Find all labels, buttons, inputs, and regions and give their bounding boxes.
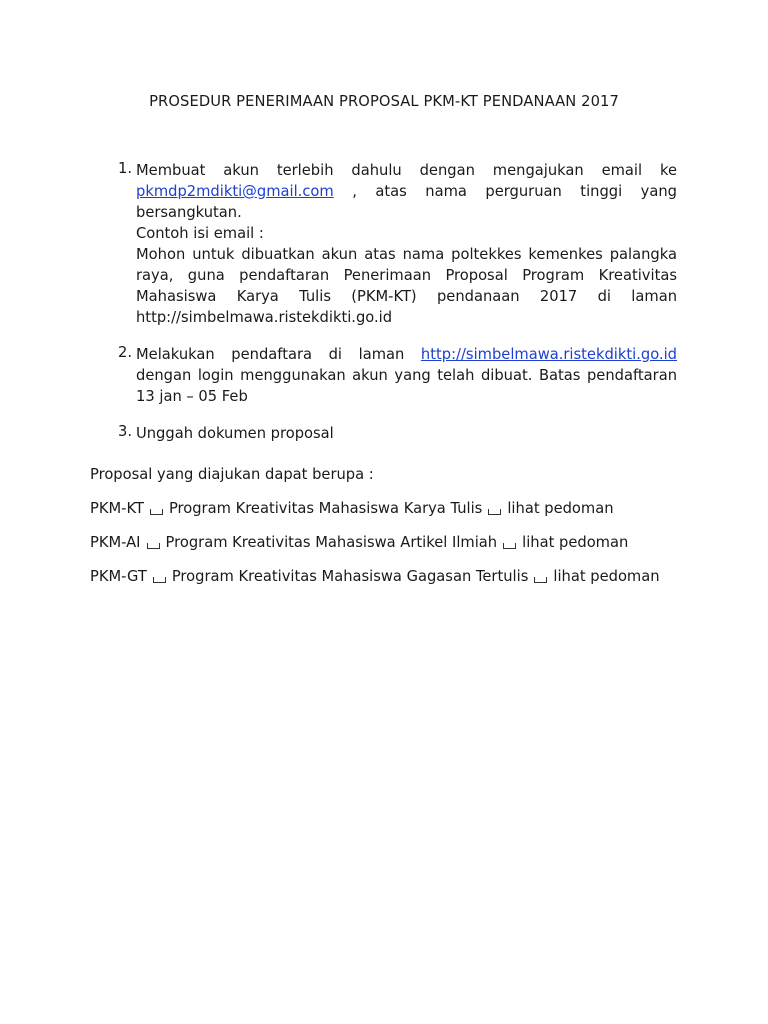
proposal-code: PKM-GT <box>90 568 147 585</box>
procedure-list <box>110 160 677 460</box>
proposal-name: Program Kreativitas Mahasiswa Karya Tulis <box>168 500 483 517</box>
proposal-note: lihat pedoman <box>553 568 660 585</box>
list-item <box>110 423 677 444</box>
example-label: Contoh isi email : <box>136 225 264 242</box>
step-text: dengan login menggunakan akun yang telah dibuat. Batas pendaftaran <box>136 367 677 384</box>
proposal-name: Program Kreativitas Mahasiswa Gagasan Tertulis <box>171 568 529 585</box>
example-text: Mahasiswa Karya Tulis (PKM-KT) pendanaan 2017 di laman <box>136 288 677 305</box>
space-symbol-icon <box>488 509 501 515</box>
space-symbol-icon <box>534 577 547 583</box>
list-number: 3. <box>117 423 132 440</box>
document-title: PROSEDUR PENERIMAAN PROPOSAL PKM-KT PENDANAAN 2017 <box>149 93 619 110</box>
proposal-code: PKM-KT <box>90 500 144 517</box>
proposal-note: lihat pedoman <box>522 534 629 551</box>
example-text: raya, guna pendaftaran Penerimaan Proposal Program Kreativitas <box>136 267 677 284</box>
proposal-row <box>90 566 660 587</box>
simbelmawa-link[interactable]: http://simbelmawa.ristekdikti.go.id <box>420 346 677 363</box>
step-text: , atas nama perguruan tinggi yang <box>352 183 677 200</box>
proposal-row <box>90 498 614 519</box>
step-text: bersangkutan. <box>136 204 242 221</box>
list-item <box>110 344 677 407</box>
example-text: Mohon untuk dibuatkan akun atas nama poltekkes kemenkes palangka <box>136 246 677 263</box>
space-symbol-icon <box>153 577 166 583</box>
proposal-row <box>90 532 628 553</box>
step-text: Unggah dokumen proposal <box>136 425 334 442</box>
step-text-line <box>136 181 677 202</box>
proposal-name: Program Kreativitas Mahasiswa Artikel Ilmiah <box>165 534 498 551</box>
proposal-code: PKM-AI <box>90 534 141 551</box>
step-text: Membuat akun terlebih dahulu dengan mengajukan email ke <box>136 162 677 179</box>
space-symbol-icon <box>150 509 163 515</box>
step-text-line <box>136 344 677 365</box>
step-text: 13 jan – 05 Feb <box>136 388 248 405</box>
proposal-intro: Proposal yang diajukan dapat berupa : <box>90 466 374 483</box>
step-text: Melakukan pendaftara di laman <box>136 346 405 363</box>
proposal-note: lihat pedoman <box>507 500 614 517</box>
space-symbol-icon <box>147 543 160 549</box>
email-link[interactable]: pkmdp2mdikti@gmail.com <box>136 183 334 200</box>
list-number: 2. <box>117 344 132 361</box>
list-number: 1. <box>117 160 132 177</box>
space-symbol-icon <box>503 543 516 549</box>
list-item <box>110 160 677 328</box>
example-text: http://simbelmawa.ristekdikti.go.id <box>136 309 393 326</box>
